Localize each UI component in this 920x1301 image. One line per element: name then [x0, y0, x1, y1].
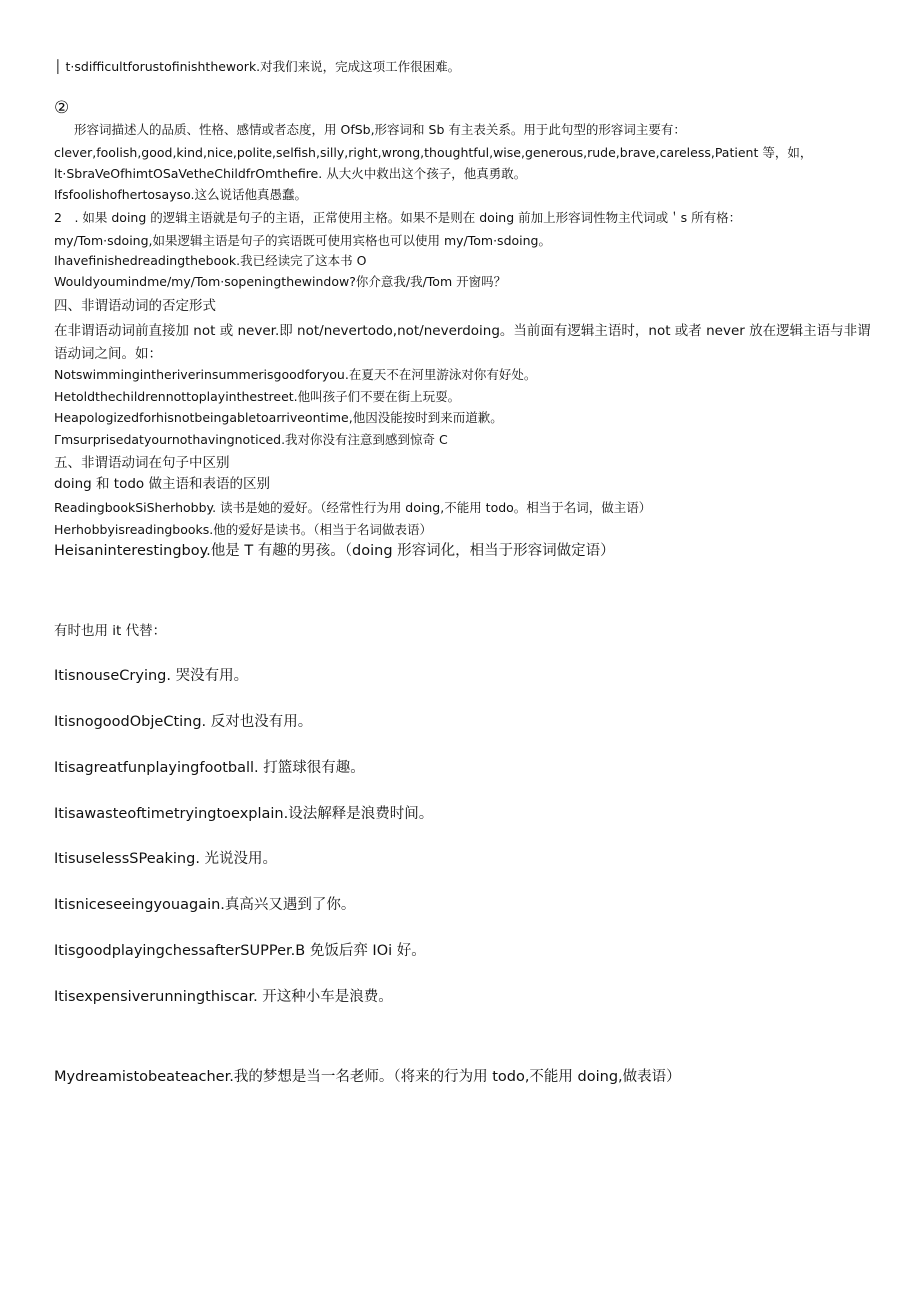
text-paragraph: 在非谓语动词前直接加 not 或 never.即 not/nevertodo,not/neverdoing。当前面有逻辑主语时，not 或者 never 放在逻辑主语与非谓语动词之间。如： [54, 323, 871, 362]
text-line: Heapologizedforhisnotbeingabletoarriveontime,他因没能按时到来而道歉。 [54, 410, 503, 425]
text-line: Heisaninterestingboy.他是 T 有趣的男孩。（doing 形容词化，相当于形容词做定语） [54, 543, 615, 559]
text-line: Mydreamistobeateacher.我的梦想是当一名老师。（将来的行为用 todo,不能用 doing,做表语） [54, 1069, 681, 1085]
text-line: 2 . 如果 doing 的逻辑主语就是句子的主语，正常使用主格。如果不是则在 doing 前加上形容词性物主代词或＇s 所有格： [54, 210, 742, 225]
text-line: Herhobbyisreadingbooks.他的爱好是读书。（相当于名词做表语） [54, 522, 433, 537]
text-line: Itisawasteoftimetryingtoexplain.设法解释是浪费时间。 [54, 806, 434, 822]
text-line: ItisnogoodObjeCting. 反对也没有用。 [54, 714, 313, 730]
text-line: Wouldyoumindme∕my/Tom·sopeningthewindow?你介意我∕我/Tom 开窗吗？ [54, 274, 507, 289]
text-line: Itisniceseeingyouagain.真高兴又遇到了你。 [54, 897, 356, 913]
text-line: 有时也用 it 代替： [54, 623, 167, 639]
text-line: Itisagreatfunplayingfootball. 打篮球很有趣。 [54, 760, 365, 776]
text-line: │ t·sdifficultforustofinishthework.对我们来说，完成这项工作很困难。 [54, 59, 461, 74]
text-line: lt·SbraVeOfhimtOSaVetheChildfrOmthefire. 从大火中救出这个孩子，他真勇敢。 [54, 166, 527, 181]
text-line: doing 和 todo 做主语和表语的区别 [54, 476, 270, 492]
circled-number: ② [54, 98, 70, 118]
text-line: clever,foolish,good,kind,nice,polite,selfish,silly,right,wrong,thoughtful,wise,generous,rude,brave,careless,Patient 等，如， [54, 145, 813, 160]
text-line: ItisuselessSPeaking. 光说没用。 [54, 851, 278, 867]
text-line: Ifsfoolishofhertosayso.这么说话他真愚蠢。 [54, 187, 308, 202]
text-line: Γmsurprisedatyournothavingnoticed.我对你没有注意到感到惊奇 C [54, 432, 448, 447]
text-line: Itisexpensiverunningthiscar. 开这种小车是浪费。 [54, 989, 393, 1005]
section-heading: 四、非谓语动词的否定形式 [54, 298, 216, 314]
text-line: Ihavefinishedreadingthebook.我已经读完了这本书 O [54, 253, 367, 268]
text-line: Notswimmingintheriverinsummerisgoodforyou.在夏天不在河里游泳对你有好处。 [54, 367, 537, 382]
section-heading: 五、非谓语动词在句子中区别 [54, 455, 230, 471]
text-line: Hetoldthechildrennottoplayinthestreet.他叫孩子们不要在街上玩耍。 [54, 389, 461, 404]
text-line: my/Tom·sdoing,如果逻辑主语是句子的宾语既可使用宾格也可以使用 my/Tom·sdoing。 [54, 233, 551, 248]
text-line: ReadingbookSiSherhobby. 读书是她的爱好。（经常性行为用 doing,不能用 todo。相当于名词，做主语） [54, 500, 652, 515]
text-line: ItisnouseCrying. 哭没有用。 [54, 668, 249, 684]
text-line: 形容词描述人的品质、性格、感情或者态度，用 OfSb,形容词和 Sb 有主表关系。用于此句型的形容词主要有： [74, 122, 686, 137]
text-line: ItisgoodplayingchessafterSUPPer.B 免饭后弈 IOi 好。 [54, 943, 426, 959]
